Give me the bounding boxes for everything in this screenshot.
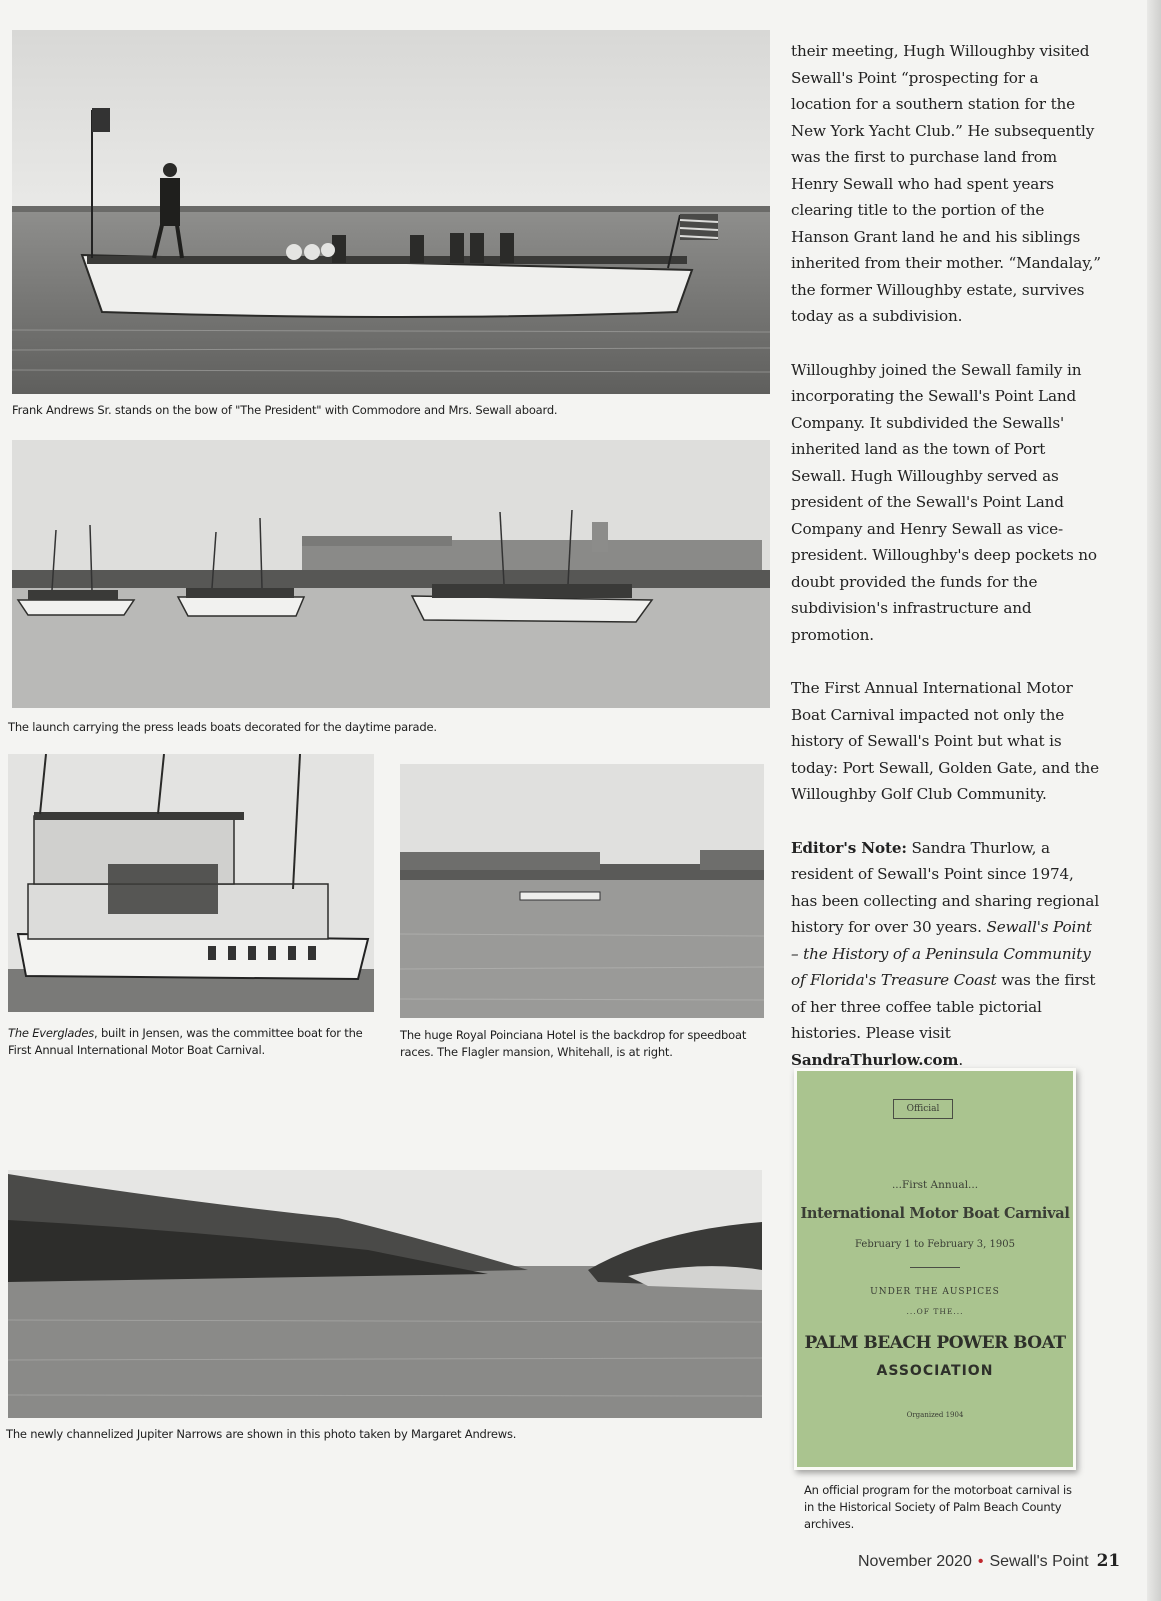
photo-the-president-image — [12, 30, 770, 394]
program-official-stamp: Official — [893, 1099, 953, 1119]
photo-parade — [12, 440, 770, 708]
page-footer — [858, 1551, 1120, 1571]
caption-everglades-boat-name: The Everglades — [8, 1026, 95, 1040]
photo-parade-image — [12, 440, 770, 708]
footer-publication: Sewall's Point — [989, 1553, 1089, 1570]
photo-the-president — [12, 30, 770, 394]
program-dates: February 1 to February 3, 1905 — [855, 1239, 1015, 1250]
photo-jupiter-narrows — [8, 1170, 762, 1418]
caption-parade: The launch carrying the press leads boats decorated for the daytime parade. — [8, 720, 437, 734]
website-link[interactable]: SandraThurlow.com — [791, 1050, 959, 1069]
caption-program: An official program for the motorboat carnival is in the Historical Society of Palm Beach County archives. — [804, 1483, 1072, 1531]
photo-everglades-image — [8, 754, 374, 1012]
program-title: International Motor Boat Carnival — [800, 1205, 1070, 1222]
page-edge-shadow — [1147, 0, 1161, 1601]
caption-royal-poinciana: The huge Royal Poinciana Hotel is the backdrop for speedboat races. The Flagler mansion, Whitehall, is at right. — [400, 1028, 747, 1059]
photo-everglades — [8, 754, 374, 1012]
program-first-annual: ...First Annual... — [891, 1179, 979, 1191]
program-org-name: PALM BEACH POWER BOAT — [804, 1333, 1066, 1353]
photo-royal-poinciana — [400, 764, 764, 1018]
caption-the-president: Frank Andrews Sr. stands on the bow of "The President" with Commodore and Mrs. Sewall aboard. — [12, 403, 558, 417]
program-organized: Organized 1904 — [906, 1411, 964, 1419]
caption-everglades — [8, 1025, 374, 1059]
editors-note-text: Sandra Thurlow, a resident of Sewall's Point since 1974, has been collecting and sharing regional history for over 30 years. — [791, 838, 1100, 936]
caption-everglades-text: , built in Jensen, was the committee boat for the First Annual International Motor Boat Carnival. — [8, 1026, 363, 1057]
editors-note-text-2: was the first of her three coffee table pictorial histories. Please visit — [791, 971, 1096, 1042]
program-of-the: ...OF THE... — [906, 1307, 964, 1316]
caption-jupiter-narrows: The newly channelized Jupiter Narrows are shown in this photo taken by Margaret Andrews. — [6, 1427, 517, 1441]
footer-bullet: • — [977, 1553, 984, 1570]
photo-jupiter-narrows-image — [8, 1170, 762, 1418]
program-divider — [910, 1267, 960, 1268]
program-association: ASSOCIATION — [876, 1363, 994, 1379]
article-paragraph-3: The First Annual International Motor Boat Carnival impacted not only the history of Sewall's Point but what is today: Port Sewall, Golden Gate, and the Willoughby Golf Club Community. — [791, 679, 1099, 803]
article-text-column — [791, 38, 1103, 1100]
footer-issue-date: November 2020 — [858, 1553, 972, 1570]
photo-royal-poinciana-image — [400, 764, 764, 1018]
book-title: Sewall's Point – the History of a Peninsula Community of Florida's Treasure Coast — [791, 918, 1092, 989]
article-paragraph-2: Willoughby joined the Sewall family in incorporating the Sewall's Point Land Company. It subdivided the Sewalls' inherited land as the town of Port Sewall. Hugh Willoughby served as president of the Sewall's Point Land Company and Henry Sewall as vice-president. Willoughby's deep pockets no doubt provided the funds for the subdivision's infrastructure and promotion. — [791, 360, 1097, 644]
article-paragraph-1: their meeting, Hugh Willoughby visited Sewall's Point “prospecting for a location for a southern station for the New York Yacht Club.” He subsequently was the first to purchase land from Henry Sewall who had spent years clearing title to the portion of the Hanson Grant land he and his siblings inherited from their mother. “Mandalay,” the former Willoughby estate, survives today as a subdivision. — [791, 42, 1101, 325]
editors-note-label: Editor's Note: — [791, 838, 907, 857]
page-number: 21 — [1096, 1551, 1121, 1571]
editors-note-end: . — [958, 1050, 964, 1069]
editors-note — [791, 835, 1103, 1074]
carnival-program-content — [797, 1071, 1073, 1467]
carnival-program-image — [794, 1068, 1076, 1470]
program-auspices: UNDER THE AUSPICES — [870, 1287, 1000, 1297]
